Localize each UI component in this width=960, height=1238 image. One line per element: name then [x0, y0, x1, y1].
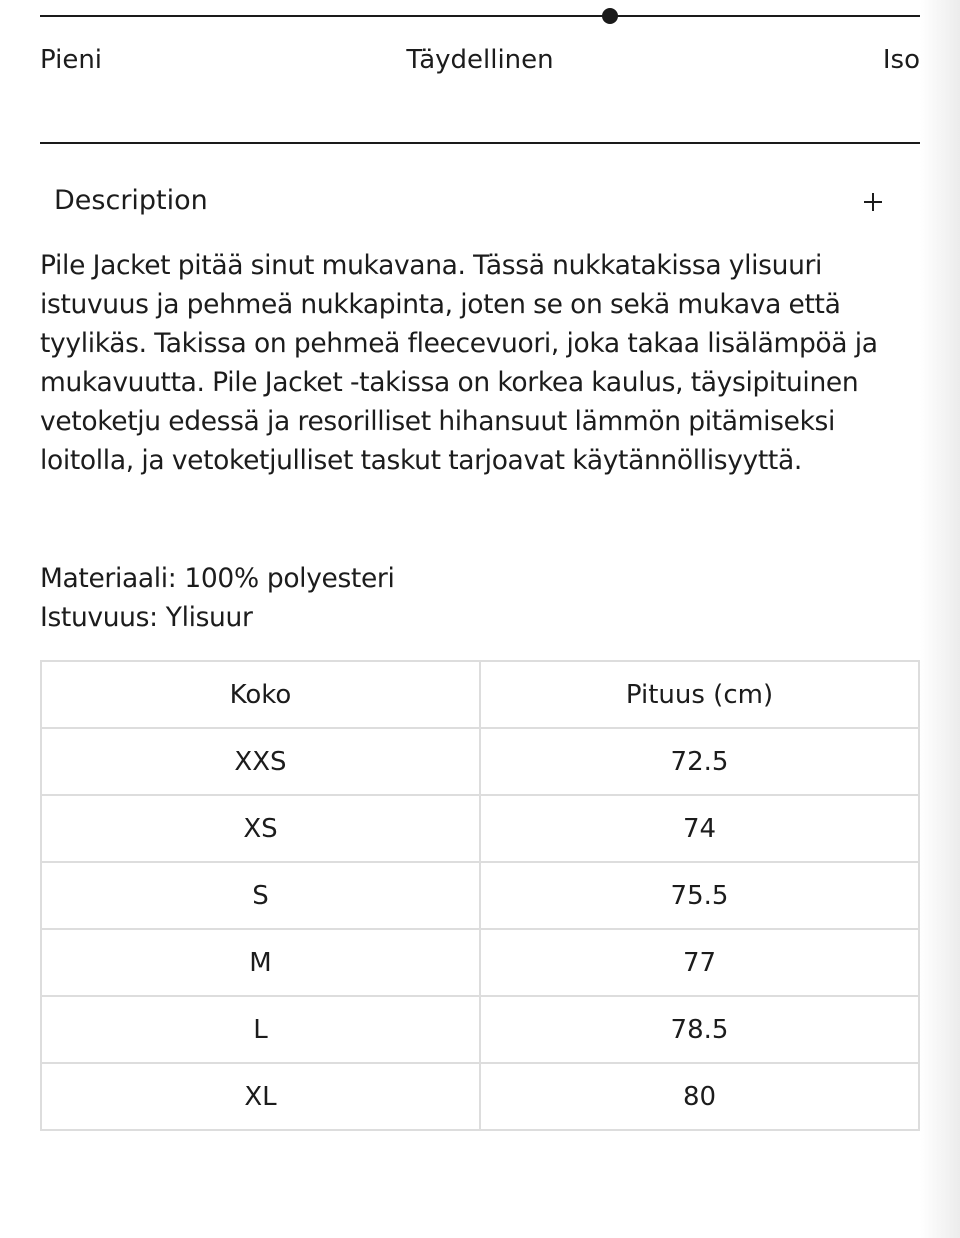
- size-cell: L: [41, 996, 480, 1063]
- table-row: [41, 996, 919, 1063]
- size-cell: S: [41, 862, 480, 929]
- length-cell: 80: [480, 1063, 919, 1130]
- table-row: [41, 929, 919, 996]
- size-cell: XXS: [41, 728, 480, 795]
- header-length: Pituus (cm): [480, 661, 919, 728]
- length-cell: 78.5: [480, 996, 919, 1063]
- size-cell: M: [41, 929, 480, 996]
- slider-track[interactable]: [40, 15, 920, 17]
- fit-label-large: Iso: [882, 45, 920, 75]
- description-title: Description: [54, 185, 208, 216]
- table-header-row: [41, 661, 919, 728]
- section-divider: [40, 142, 920, 144]
- fit-label-small: Pieni: [40, 45, 103, 75]
- edge-shade: [920, 0, 960, 1238]
- length-cell: 77: [480, 929, 919, 996]
- table-row: [41, 862, 919, 929]
- plus-icon[interactable]: [864, 193, 882, 211]
- length-cell: 72.5: [480, 728, 919, 795]
- fit-slider[interactable]: [40, 0, 920, 140]
- table-row: [41, 795, 919, 862]
- description-accordion-toggle[interactable]: [40, 176, 920, 228]
- material-info: Materiaali: 100% polyesteri: [40, 563, 395, 594]
- table-row: [41, 728, 919, 795]
- table-row: [41, 1063, 919, 1130]
- fit-info: Istuvuus: Ylisuur: [40, 602, 253, 633]
- length-cell: 75.5: [480, 862, 919, 929]
- description-text: Pile Jacket pitää sinut mukavana. Tässä nukkatakissa ylisuuri istuvuus ja pehmeä nukkapinta, joten se on sekä mukava että tyylikäs. Takissa on pehmeä fleecevuori, joka takaa lisälämpöä ja mukavuutta. Pile Jacket -takissa on korkea kaulus, täysipituinen vetoketju edessä ja resorilliset hihansuut lämmön pitämiseksi loitolla, ja vetoketjulliset taskut tarjoavat käytännöllisyyttä.: [40, 250, 878, 476]
- length-cell: 74: [480, 795, 919, 862]
- fit-label-perfect: Täydellinen: [406, 45, 554, 75]
- size-table: [40, 660, 920, 1131]
- slider-thumb[interactable]: [602, 8, 618, 24]
- size-cell: XS: [41, 795, 480, 862]
- header-size: Koko: [41, 661, 480, 728]
- size-cell: XL: [41, 1063, 480, 1130]
